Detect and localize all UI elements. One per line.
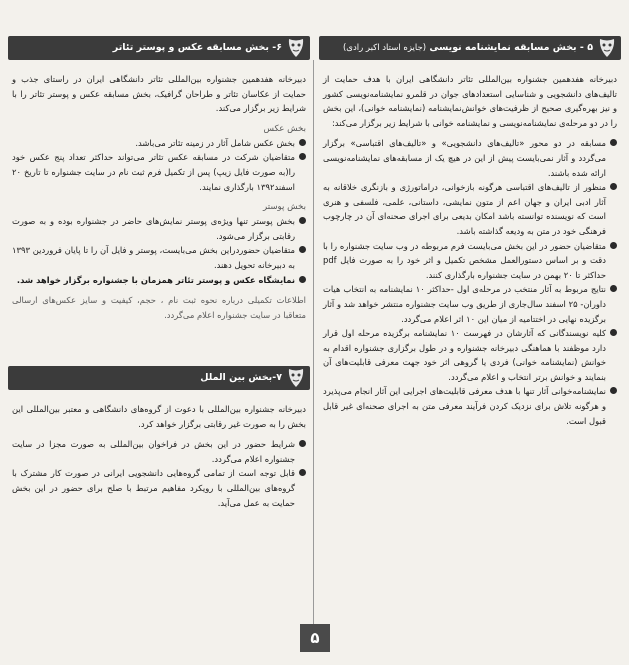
section-5-header: [319, 36, 621, 60]
bullet-icon: [610, 139, 617, 146]
section-6-header: [8, 36, 310, 60]
bullet-icon: [610, 329, 617, 336]
list-item: متقاضیان شرکت در مسابقه عکس تئاتر می‌تواند حداکثر تعداد پنج عکس خود را(به صورت فایل زیپ) پس از تکمیل فرم ثبت نام در سایت جشنواره تا تاریخ ۲۰ اسفند۱۳۹۲ بارگذاری نمایند.: [12, 150, 306, 194]
bullet-icon: [299, 217, 306, 224]
bullet-icon: [299, 440, 306, 447]
bullet-icon: [610, 183, 617, 190]
bullet-icon: [610, 285, 617, 292]
section-7-intro: دبیرخانه جشنواره بین‌المللی با دعوت از گروه‌های دانشگاهی و معتبر بین‌المللی این بخش را به صورت غیر رقابتی برگزار خواهد کرد.: [12, 404, 306, 429]
photo-list: [8, 136, 310, 194]
list-item: متقاضیان حضوردراین بخش می‌بایست، پوستر و فایل آن را تا پایان فروردین ۱۳۹۳ به دبیرخانه تحویل دهند.: [12, 243, 306, 272]
photo-subheading: بخش عکس: [263, 123, 306, 134]
theater-mask-icon: [286, 367, 306, 389]
list-item: کلیه نویسندگانی که آثارشان در فهرست ۱۰ نمایشنامه برگزیده مرحله اول قرار دارد موظفند با هماهنگی دبیرخانه جشنواره و در طول برگزاری جشنواره اقدام به خوانش (نمایشنامه خوانی) فردی یا گروهی اثر خود جهت معرفی قابلیت‌های آن بنمایند و خوانش برتر انتخاب و اعلام می‌گردد.: [323, 326, 617, 384]
section-5-intro: دبیرخانه هفدهمین جشنواره بین‌المللی تئاتر دانشگاهی ایران با هدف حمایت از تالیف‌های دانشجویی و شناسایی استعدادهای جوان در قلمرو نمایشنامه‌نویسی کشور و نیز بهره‌گیری صحیح از ظرفیت‌های خوانش‌نمایشنامه (نمایشنامه خوانی)، این بخش را در دو مرحله‌ی نمایشنامه‌نویسی و نمایشنامه خوانی با شرایط زیر برگزار می‌کند:: [323, 74, 617, 128]
section-7: [8, 366, 310, 510]
theater-mask-icon: [286, 37, 306, 59]
section-5-subtitle: (جایزه استاد اکبر رادی): [342, 43, 427, 53]
poster-subheading: بخش پوستر: [263, 202, 306, 213]
section-6-note: اطلاعات تکمیلی درباره نحوه ثبت نام ، حجم، کیفیت و سایز عکس‌های ارسالی متعاقبا در سایت جشنواره اعلام می‌گردد.: [12, 295, 306, 320]
page-number: ۵: [300, 624, 330, 652]
section-5-list: [319, 136, 621, 428]
section-7-title: ۷-بخش بین الملل: [200, 372, 282, 383]
bullet-icon: [299, 276, 306, 283]
list-item: بخش پوستر تنها ویژه‌ی پوستر نمایش‌های حاضر در جشنواره بوده و به صورت رقابتی برگزار می‌شود.: [12, 214, 306, 243]
bullet-icon: [299, 153, 306, 160]
bullet-icon: [299, 246, 306, 253]
list-item: بخش عکس شامل آثار در زمینه تئاتر می‌باشد.: [12, 136, 306, 151]
bullet-icon: [610, 387, 617, 394]
bullet-icon: [299, 139, 306, 146]
poster-list: [8, 214, 310, 287]
section-6-title: ۶- بخش مسابقه عکس و پوستر تئاتر: [112, 42, 282, 53]
section-6-intro: دبیرخانه هفدهمین جشنواره بین‌المللی تئاتر دانشگاهی ایران در راستای جذب و حمایت از عکاسان تئاتر و طراحان گرافیک، بخش مسابقه عکس و پوستر تئاتر را با شرایط زیر برگزار می‌کند.: [12, 74, 306, 114]
list-item: نمایشگاه عکس و پوستر تئاتر همزمان با جشنواره برگزار خواهد شد.: [12, 273, 306, 288]
bullet-icon: [610, 242, 617, 249]
theater-mask-icon: [597, 37, 617, 59]
list-item: شرایط حضور در این بخش در فراخوان بین‌المللی به صورت مجزا در سایت جشنواره اعلام می‌گردد.: [12, 437, 306, 466]
section-6: [8, 36, 310, 322]
section-5-title: ۵ - بخش مسابقه نمایشنامه نویسی: [429, 42, 593, 53]
section-7-header: [8, 366, 310, 390]
list-item: قابل توجه است از تمامی گروه‌هایی دانشجویی ایرانی در صورت کار مشترک با گروه‌های بین‌المللی با رویکرد مفاهیم مرتبط با صلح برای حضور در این بخش حمایت به عمل می‌آید.: [12, 466, 306, 510]
list-item: نمایشنامه‌خوانی آثار تنها با هدف معرفی قابلیت‌های اجرایی این آثار انجام می‌پذیرد و هرگونه تلاش برای نزدیک کردن فرآیند معرفی متن به اجرای صحنه‌ای غیر قابل قبول است.: [323, 384, 617, 428]
list-item: مسابقه در دو محور «تالیف‌های دانشجویی» و «تالیف‌های اقتباسی» برگزار می‌گردد و آثار نمی‌بایست پیش از این در هیچ یک از مسابقه‌های نمایشنامه‌نویسی ارائه شده باشند.: [323, 136, 617, 180]
section-7-list: [8, 437, 310, 510]
bullet-icon: [299, 469, 306, 476]
column-divider: [313, 60, 314, 625]
list-item: منظور از تالیف‌های اقتباسی هرگونه بازخوانی، دراماتورژی و بازنگری خلاقانه به آثار ادبی ایران و جهان اعم از متون نمایشی، داستانی، علمی، فلسفی و هنری است که نویسنده توانسته باشد امکان بدیعی برای اجرای صحنه‌ای آن در چارچوب فرهنگی خود در متن به ودیعه گذاشته باشد.: [323, 180, 617, 238]
section-5: [319, 36, 621, 428]
list-item: نتایج مربوط به آثار منتخب در مرحله‌ی اول -حداکثر ۱۰ نمایشنامه به انتخاب هیات داوران- ۲۵ اسفند سال‌جاری از طریق وب سایت جشنواره منتشر خواهد شد و آثار برگزیده نهایی در اختتامیه از میان این ۱۰ اثر اعلام می‌گردد.: [323, 282, 617, 326]
list-item: متقاضیان حضور در این بخش می‌بایست فرم مربوطه در وب سایت جشنواره را با دقت و بر اساس دستورالعمل مشخص تکمیل و اثر خود را به صورت فایل pdf حداکثر تا ۲۰ بهمن در سایت جشنواره بارگذاری کنند.: [323, 239, 617, 283]
